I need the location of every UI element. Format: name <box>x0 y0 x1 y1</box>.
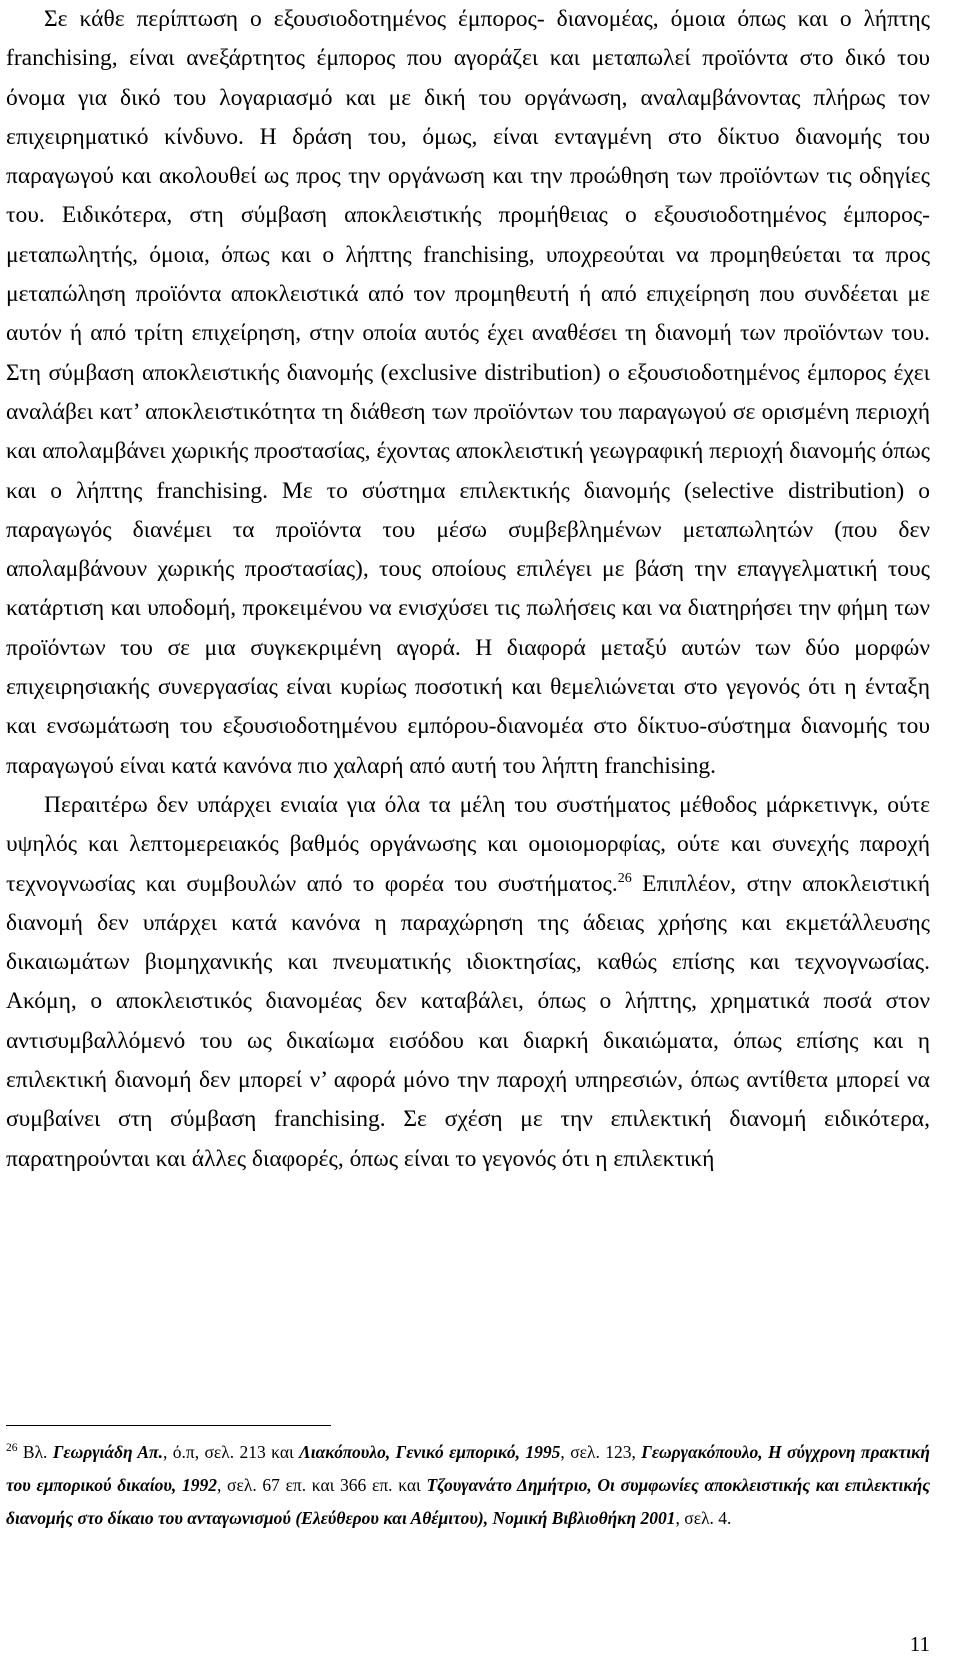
footnote-citation-work: Τζουγανάτο Δημήτριο, Οι συμφωνίες αποκλειστικής και επιλεκτικής διανομής στο δίκαιο του ανταγωνισμού (Ελεύθερου και Αθέμιτου), Νομική Βιβλιοθήκη 2001 <box>6 1475 930 1528</box>
footnote-text: , σελ. 123, <box>560 1442 642 1462</box>
footnote-number: 26 <box>6 1442 18 1454</box>
paragraph-2-text-a: Περαιτέρω δεν υπάρχει ενιαία για όλα τα μέλη του συστήματος μέθοδος μάρκετινγκ, ούτε υψηλός και λεπτομερειακός βαθμός οργάνωσης και ομοιομορφίας, ούτε και συνεχής παροχή τεχνογνωσίας και συμβουλών από το φορέα του συστήματος. <box>6 791 930 897</box>
footnote-text: , σελ. 67 επ. και 366 επ. και <box>217 1475 427 1495</box>
paragraph-2 <box>6 786 930 1179</box>
footnote-26 <box>6 1436 930 1535</box>
main-text <box>6 0 930 1179</box>
page-number: 11 <box>909 1632 930 1656</box>
footnote-citation-work: Γεωργακόπουλο, Η σύγχρονη πρακτική του εμπορικού δικαίου, 1992 <box>6 1442 930 1495</box>
footnote-separator <box>6 1425 331 1426</box>
footnote-text: Βλ. <box>17 1442 53 1462</box>
footnote-citation-work: Λιακόπουλο, Γενικό εμπορικό, 1995 <box>299 1442 561 1462</box>
footnote-text: , σελ. 4. <box>675 1508 732 1528</box>
paragraph-1 <box>6 0 930 786</box>
paragraph-2-text-b: Επιπλέον, στην αποκλειστική διανομή δεν υπάρχει κατά κανόνα η παραχώρηση της άδειας χρήσης και εκμετάλλευσης δικαιωμάτων βιομηχανικής και πνευματικής ιδιοκτησίας, καθώς επίσης και τεχνογνωσίας. Ακόμη, ο αποκλειστικός διανομέας δεν καταβάλει, όπως ο λήπτης, χρηματικά ποσά στον αντισυμβαλλόμενό του ως δικαίωμα εισόδου και διαρκή δικαιώματα, όπως επίσης και η επιλεκτική διανομή δεν μπορεί ν’ αφορά μόνο την παροχή υπηρεσιών, όπως αντίθετα μπορεί να συμβαίνει στη σύμβαση franchising. Σε σχέση με την επιλεκτική διανομή ειδικότερα, παρατηρούνται και άλλες διαφορές, όπως είναι το γεγονός ότι η επιλεκτική <box>6 870 930 1172</box>
footnote-citation-author: Γεωργιάδη Απ. <box>52 1442 163 1462</box>
paragraph-1-text: Σε κάθε περίπτωση ο εξουσιοδοτημένος έμπορος- διανομέας, όμοια όπως και ο λήπτης franchising, είναι ανεξάρτητος έμπορος που αγοράζει και μεταπωλεί προϊόντα στο δικό του όνομα για δικό του λογαριασμό και με δική του οργάνωση, αναλαμβάνοντας πλήρως τον επιχειρηματικό κίνδυνο. Η δράση του, όμως, είναι ενταγμένη στο δίκτυο διανομής του παραγωγού και ακολουθεί ως προς την οργάνωση και την προώθηση των προϊόντων τις οδηγίες του. Ειδικότερα, στη σύμβαση αποκλειστικής προμήθειας ο εξουσιοδοτημένος έμπορος-μεταπωλητής, όμοια, όπως και ο λήπτης franchising, υποχρεούται να προμηθεύεται τα προς μεταπώληση προϊόντα αποκλειστικά από τον προμηθευτή ή από επιχείρηση που συνδέεται με αυτόν ή από τρίτη επιχείρηση, στην οποία αυτός έχει αναθέσει τη διανομή των προϊόντων του. Στη σύμβαση αποκλειστικής διανομής (exclusive distribution) ο εξουσιοδοτημένος έμπορος έχει αναλάβει κατ’ αποκλειστικότητα τη διάθεση των προϊόντων του παραγωγού σε ορισμένη περιοχή και απολαμβάνει χωρικής προστασίας, έχοντας αποκλειστική γεωγραφική περιοχή διανομής όπως και ο λήπτης franchising. Με το σύστημα επιλεκτικής διανομής (selective distribution) ο παραγωγός διανέμει τα προϊόντα του μέσω συμβεβλημένων μεταπωλητών (που δεν απολαμβάνουν χωρικής προστασίας), τους οποίους επιλέγει με βάση την επαγγελματική τους κατάρτιση και υποδομή, προκειμένου να ενισχύσει τις πωλήσεις και να διατηρήσει την φήμη των προϊόντων του σε μια συγκεκριμένη αγορά. Η διαφορά μεταξύ αυτών των δύο μορφών επιχειρησιακής συνεργασίας είναι κυρίως ποσοτική και θεμελιώνεται στο γεγονός ότι η ένταξη και ενσωμάτωση του εξουσιοδοτημένου εμπόρου-διανομέα στο δίκτυο-σύστημα διανομής του παραγωγού είναι κατά κανόνα πιο χαλαρή από αυτή του λήπτη franchising. <box>6 6 930 779</box>
footnote-text: , ό.π, σελ. 213 και <box>162 1442 300 1462</box>
footnote-reference[interactable]: 26 <box>617 870 632 886</box>
